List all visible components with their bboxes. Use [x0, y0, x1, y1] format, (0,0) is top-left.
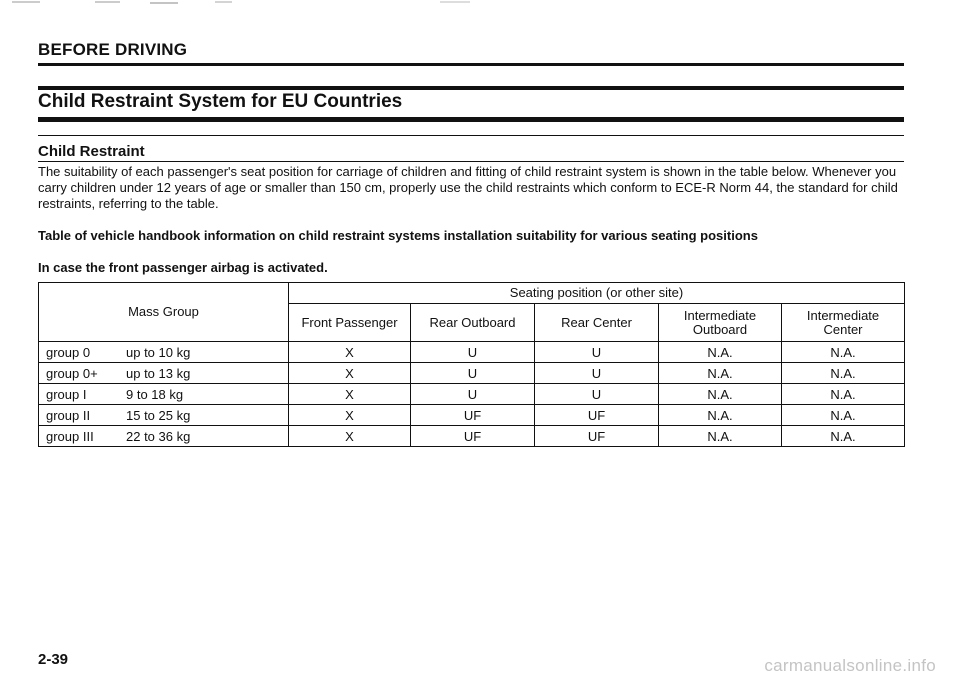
mass-group-header: Mass Group: [39, 283, 289, 342]
table-cell: UF: [535, 426, 659, 447]
seating-position-header: Seating position (or other site): [289, 283, 905, 304]
table-cell: X: [289, 363, 411, 384]
divider: [38, 117, 904, 122]
divider: [38, 135, 904, 136]
intro-paragraph: The suitability of each passenger's seat position for carriage of children and fitting of child restraint system is shown in the table below. Whenever you carry children under 12 years of age or smaller than 150 cm, properly use the child restraints which conform to ECE-R Norm 44, the standard for child restraints, referring to the table.: [38, 164, 898, 211]
table-cell: N.A.: [659, 405, 782, 426]
table-cell: X: [289, 405, 411, 426]
table-cell: U: [411, 384, 535, 405]
table-cell: U: [411, 363, 535, 384]
table-cell: N.A.: [782, 405, 905, 426]
column-header: Rear Outboard: [411, 304, 535, 342]
table-cell: N.A.: [659, 426, 782, 447]
mass-group-cell: group I 9 to 18 kg: [39, 384, 289, 405]
table-cell: N.A.: [659, 363, 782, 384]
table-row: [39, 405, 905, 426]
table-cell: X: [289, 426, 411, 447]
table-row: [39, 342, 905, 363]
section-title: BEFORE DRIVING: [38, 40, 188, 59]
divider: [38, 63, 904, 66]
divider: [38, 161, 904, 162]
table-cell: U: [411, 342, 535, 363]
table-cell: U: [535, 363, 659, 384]
table-cell: N.A.: [659, 384, 782, 405]
column-header: Intermediate Outboard: [659, 304, 782, 342]
table-cell: U: [535, 342, 659, 363]
watermark: carmanualsonline.info: [764, 656, 936, 675]
table-cell: X: [289, 384, 411, 405]
table-cell: N.A.: [782, 384, 905, 405]
mass-group-cell: group II 15 to 25 kg: [39, 405, 289, 426]
divider: [38, 86, 904, 90]
subsection-title: Child Restraint: [38, 143, 145, 160]
child-restraint-table: [38, 282, 904, 447]
column-header: Front Passenger: [289, 304, 411, 342]
table-cell: UF: [535, 405, 659, 426]
table-cell: U: [535, 384, 659, 405]
scan-artifact-marks: [0, 0, 960, 8]
table-row: [39, 363, 905, 384]
table-cell: N.A.: [659, 342, 782, 363]
mass-group-cell: group 0+ up to 13 kg: [39, 363, 289, 384]
mass-group-cell: group 0 up to 10 kg: [39, 342, 289, 363]
table-cell: UF: [411, 405, 535, 426]
table-cell: N.A.: [782, 426, 905, 447]
chapter-title: Child Restraint System for EU Countries: [38, 91, 403, 112]
table-row: [39, 426, 905, 447]
column-header: Intermediate Center: [782, 304, 905, 342]
table-cell: N.A.: [782, 342, 905, 363]
table-cell: N.A.: [782, 363, 905, 384]
table-heading: Table of vehicle handbook information on child restraint systems installation suitability for various seating positions: [38, 228, 758, 243]
column-header: Rear Center: [535, 304, 659, 342]
table-row: [39, 384, 905, 405]
table-cell: X: [289, 342, 411, 363]
table-cell: UF: [411, 426, 535, 447]
page-number: 2-39: [38, 651, 69, 668]
mass-group-cell: group III 22 to 36 kg: [39, 426, 289, 447]
airbag-condition: In case the front passenger airbag is activated.: [38, 260, 328, 275]
